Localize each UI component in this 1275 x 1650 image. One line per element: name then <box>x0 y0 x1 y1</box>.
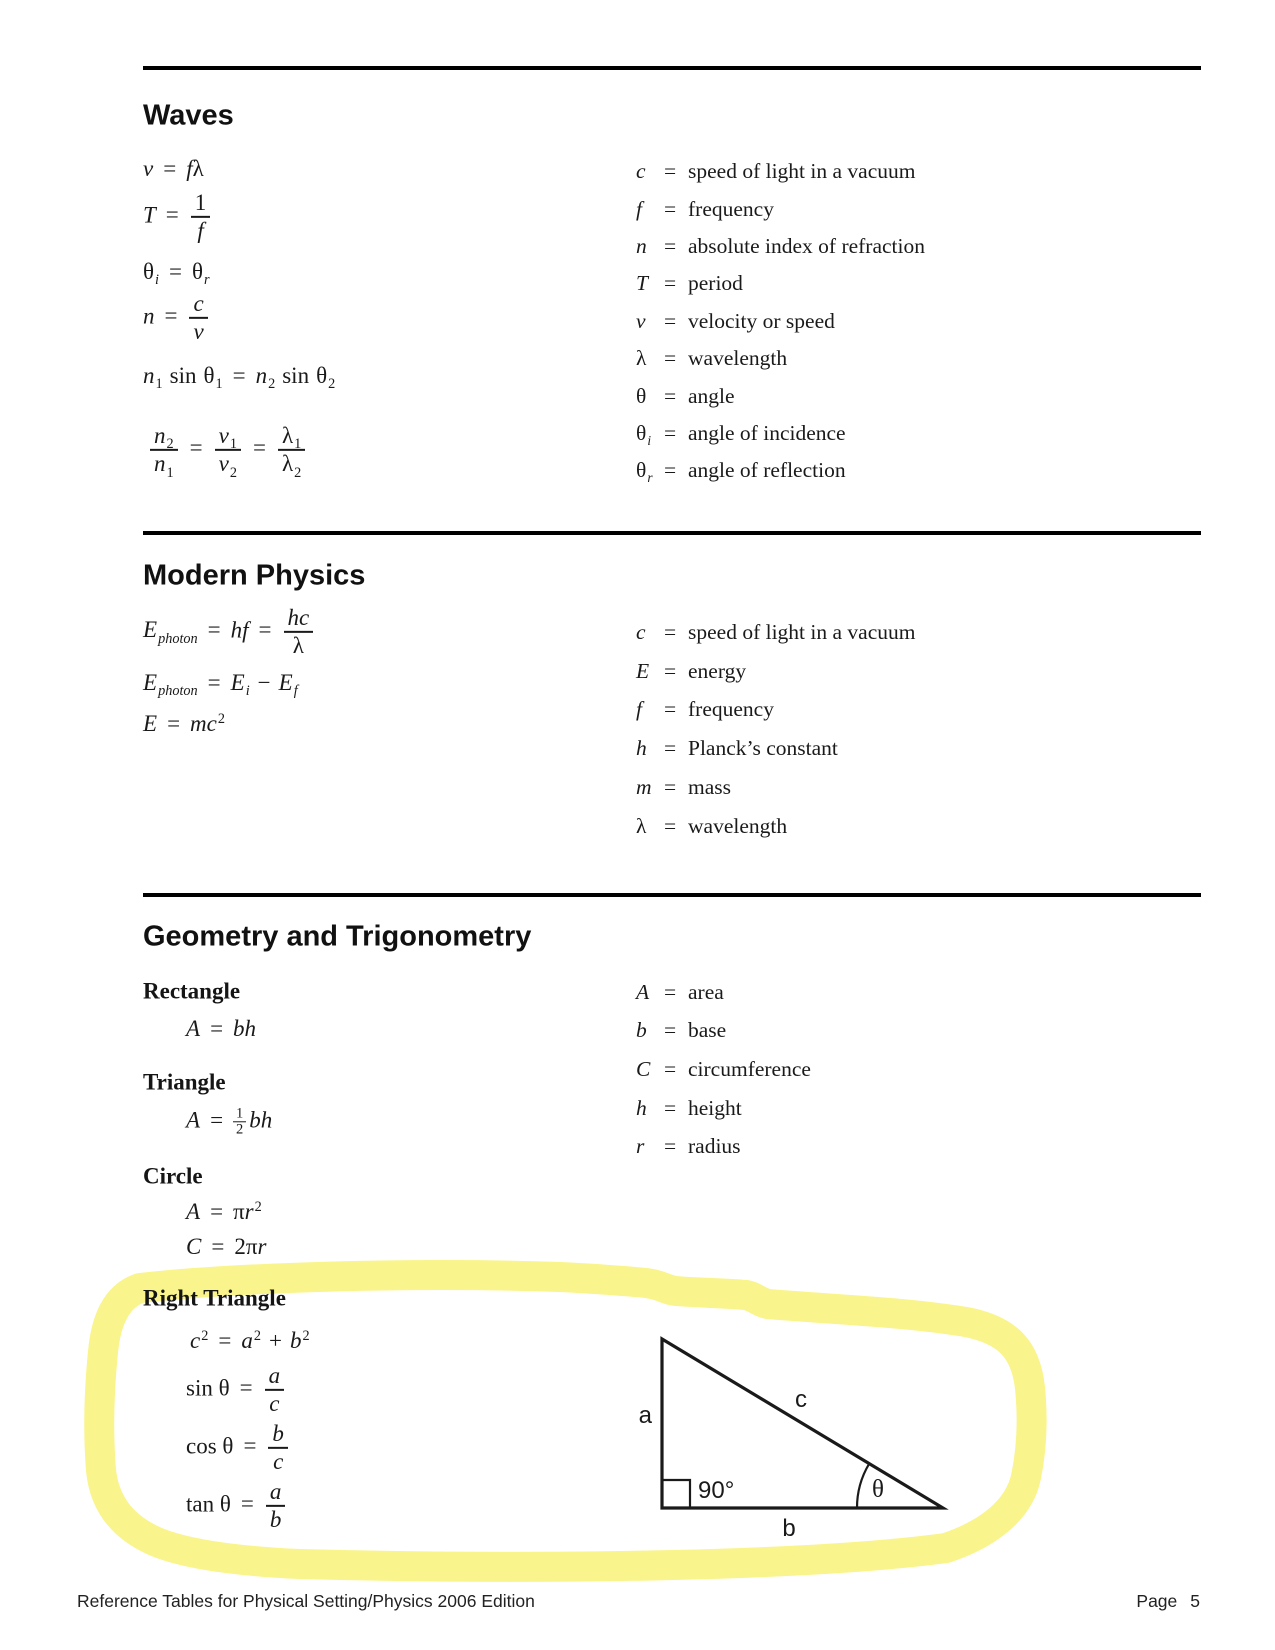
geometry-formula: A = $\frac{1}{2}$ bh <box>186 1105 273 1138</box>
waves-formula: T = $\frac{1}{f}$ <box>143 191 212 243</box>
subsection-title: Right Triangle <box>143 1285 286 1311</box>
definition-row: v = velocity or speed <box>636 308 835 333</box>
definition-row: λ = wavelength <box>636 813 788 838</box>
footer-page-number: 5 <box>1190 1591 1200 1611</box>
waves-formula: $n_1$ $\sin \theta_1 = n_2$ $\sin \theta_2$ <box>143 362 336 393</box>
modern-physics-definition-column <box>636 613 915 846</box>
right-angle-square <box>662 1480 690 1508</box>
footer-page-indicator <box>1136 1593 1200 1611</box>
geometry-formula: A = bh <box>186 1015 257 1041</box>
waves-formula: $\frac{n_2}{n_1}$ = $\frac{v_1}{v_2}$ = $\frac{\lambda_1}{\lambda_2}$ <box>148 424 307 476</box>
waves-definition-column <box>636 153 925 490</box>
geometry-formula: sin θ = $\frac{a}{c}$ <box>186 1364 286 1416</box>
side-b-label: b <box>782 1515 796 1542</box>
geometry-formula: $c^2 = a^2 + b^2$ <box>190 1327 310 1353</box>
definition-row: r = radius <box>636 1134 741 1159</box>
definition-row: b = base <box>636 1018 727 1043</box>
definition-row: $\theta_r$ = angle of reflection <box>636 458 846 486</box>
geometry-formula: $A = \pi r^2$ <box>186 1198 262 1224</box>
modern-physics-formula: $E = mc^2$ <box>143 710 226 736</box>
definition-row: n = absolute index of refraction <box>636 233 926 258</box>
definition-row: $\theta_i$ = angle of incidence <box>636 420 846 448</box>
definition-row: c = speed of light in a vacuum <box>636 619 916 644</box>
definition-row: λ = wavelength <box>636 346 788 371</box>
geometry-formula: tan θ = $\frac{a}{b}$ <box>186 1480 287 1532</box>
geometry-formula: C = 2πr <box>186 1233 267 1259</box>
section-title-waves: Waves <box>143 99 234 132</box>
definition-row: T = period <box>636 271 743 296</box>
footer-page-label: Page <box>1136 1591 1178 1611</box>
section-title-geometry-trigonometry: Geometry and Trigonometry <box>143 920 532 953</box>
section-divider <box>143 893 1201 897</box>
highlighter-bottom-stroke <box>280 1553 935 1568</box>
subsection-title: Triangle <box>143 1069 226 1095</box>
geometry-definition-column <box>636 973 811 1166</box>
definition-row: f = frequency <box>636 196 774 221</box>
definition-row: c = speed of light in a vacuum <box>636 159 916 184</box>
definition-row: A = area <box>636 979 724 1004</box>
waves-formula: v = fλ <box>143 155 204 181</box>
right-angle-label: 90° <box>698 1477 735 1504</box>
footer-document-title: Reference Tables for Physical Setting/Physics 2006 Edition <box>77 1591 535 1611</box>
subsection-title: Circle <box>143 1163 203 1189</box>
triangle-outline <box>662 1339 943 1508</box>
subsection-title: Rectangle <box>143 978 241 1004</box>
modern-physics-formula: $E_{photon}$ = hf = $\frac{hc}{\lambda}$ <box>143 606 315 658</box>
definition-row: θ = angle <box>636 383 735 408</box>
definition-row: m = mass <box>636 775 731 800</box>
definition-row: h = height <box>636 1095 742 1120</box>
definition-row: f = frequency <box>636 697 774 722</box>
modern-physics-formula: $E_{photon} = E_i - E_f$ <box>143 669 298 700</box>
theta-angle-arc <box>857 1464 869 1508</box>
definition-row: C = circumference <box>636 1056 811 1081</box>
waves-formula: $\theta_i = \theta_r$ <box>143 258 210 289</box>
definition-row: h = Planck’s constant <box>636 736 838 761</box>
geometry-formula: cos θ = $\frac{b}{c}$ <box>186 1422 290 1474</box>
definition-row: E = energy <box>636 658 747 683</box>
theta-label: θ <box>872 1476 884 1503</box>
section-divider <box>143 66 1201 70</box>
section-title-modern-physics: Modern Physics <box>143 559 366 592</box>
waves-formula: n = $\frac{c}{v}$ <box>143 292 210 344</box>
hypotenuse-c-label: c <box>795 1386 807 1413</box>
side-a-label: a <box>638 1402 652 1429</box>
section-divider <box>143 531 1201 535</box>
